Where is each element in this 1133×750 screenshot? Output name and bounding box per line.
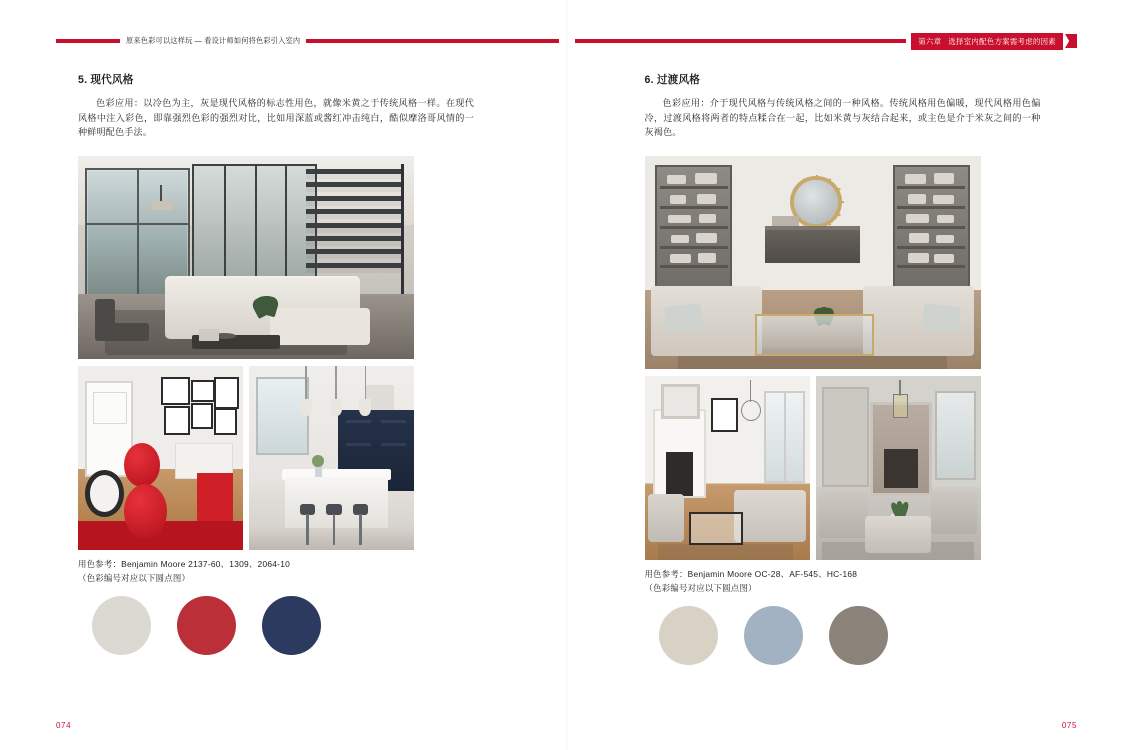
color-swatch-navy-blue [262, 596, 321, 655]
potted-plant [233, 270, 283, 315]
bar-stool [351, 504, 369, 544]
right-duo-images [645, 376, 981, 560]
right-page [567, 0, 1133, 750]
round-wall-object [85, 470, 125, 517]
pendant-light [299, 366, 314, 421]
right-page-number: 075 [1061, 721, 1077, 730]
left-body-text: 色彩应用：以冷色为主，灰是现代风格的标志性用色，就像米黄之于传统风格一样。在现代风格中注入彩色，即靠强烈色彩的强烈对比，比如用深蓝或酱红冲击纯白，酷似摩洛哥风情的一种鲜明配色手法。 [78, 98, 474, 138]
sofa-left [819, 490, 869, 538]
left-caption-main: 用色参考：Benjamin Moore 2137-60、1309、2064-10 [78, 559, 291, 570]
left-section-title: 5. 现代风格 [78, 74, 134, 86]
right-body-text: 色彩应用：介于现代风格与传统风格之间的一种风格。传统风格用色偏暖，现代风格用色偏冷，过渡风格将两者的特点糅合在一起，比如米黄与灰结合起来，或主色是介于米灰之间的一种灰褐色。 [644, 98, 1041, 138]
wall-panel [822, 387, 869, 487]
right-section-title: 6. 过渡风格 [644, 74, 701, 86]
left-swatch-row [78, 596, 474, 655]
lounge-chair [95, 296, 149, 341]
right-caption-sub: （色彩编号对应以下圆点图） [644, 582, 757, 593]
glass-partition [192, 164, 317, 282]
window [935, 391, 975, 480]
color-swatch-off-white [92, 596, 151, 655]
color-swatch-warm-beige [659, 606, 718, 665]
left-running-head-text: 原来色彩可以这样玩 — 看设计师如何将色彩引入室内 [126, 36, 301, 45]
armchair [648, 494, 684, 542]
right-running-head [575, 33, 1078, 49]
pendant-light [328, 366, 343, 421]
transitional-living-scene [645, 156, 981, 369]
left-hero-image [78, 156, 414, 359]
header-red-rule-long [575, 39, 907, 43]
fireplace [653, 409, 707, 498]
header-red-rule [56, 39, 120, 43]
left-content-column [78, 72, 474, 655]
framed-art [711, 398, 738, 431]
color-swatch-brick-red [177, 596, 236, 655]
flower-vase [312, 454, 325, 476]
sofa [734, 490, 807, 542]
color-swatch-slate-blue-grey [744, 606, 803, 665]
white-living-fireplace-scene [645, 376, 810, 560]
chapter-tag-title: 选择室内配色方案需考虑的因素 [948, 36, 1056, 46]
floor-lamp [145, 185, 179, 213]
right-hero-image [645, 156, 981, 369]
right-swatch-row [645, 606, 1041, 665]
bookshelf-right [893, 165, 971, 293]
left-caption-sub: （色彩编号对应以下圆点图） [78, 572, 191, 583]
bar-stool [325, 504, 343, 544]
pendant-light [358, 366, 373, 421]
left-duo-image-b [249, 366, 414, 550]
right-caption-main: 用色参考：Benjamin Moore OC-28、AF-545、HC-168 [644, 569, 858, 580]
white-hall-red-sculpture-scene [78, 366, 243, 550]
page-gutter [566, 0, 568, 750]
left-duo-image-a [78, 366, 243, 550]
chandelier [737, 380, 763, 428]
area-rug [658, 544, 793, 561]
bar-stool [299, 504, 317, 544]
right-duo-image-a [645, 376, 810, 560]
header-red-rule-long [306, 39, 558, 43]
right-duo-image-b [816, 376, 981, 560]
modern-loft-scene [78, 156, 414, 359]
round-mirror [794, 180, 838, 225]
red-sculpture [121, 443, 171, 539]
left-caption [78, 558, 474, 584]
right-caption [645, 568, 1041, 594]
left-duo-images [78, 366, 414, 550]
bookshelf-left [655, 165, 733, 293]
lantern-pendant [890, 380, 910, 420]
color-swatch-greige-brown [829, 606, 888, 665]
overmantel-mirror [661, 384, 700, 419]
right-content-column [645, 72, 1041, 665]
coffee-table [689, 512, 743, 545]
chapter-tag [911, 33, 1063, 50]
glass-coffee-table [755, 314, 873, 356]
ottoman [865, 516, 931, 553]
left-running-head [56, 33, 559, 49]
left-page-number: 074 [56, 721, 72, 730]
red-panel [197, 473, 233, 521]
window [764, 391, 804, 483]
chapter-tag-number: 第六章 [918, 36, 942, 46]
picture-frame-gallery [161, 377, 237, 440]
tab-notch [1065, 34, 1077, 48]
console-table [765, 226, 859, 262]
navy-kitchen-scene [249, 366, 414, 550]
sofa-right [931, 490, 977, 534]
grey-room-lantern-scene [816, 376, 981, 560]
